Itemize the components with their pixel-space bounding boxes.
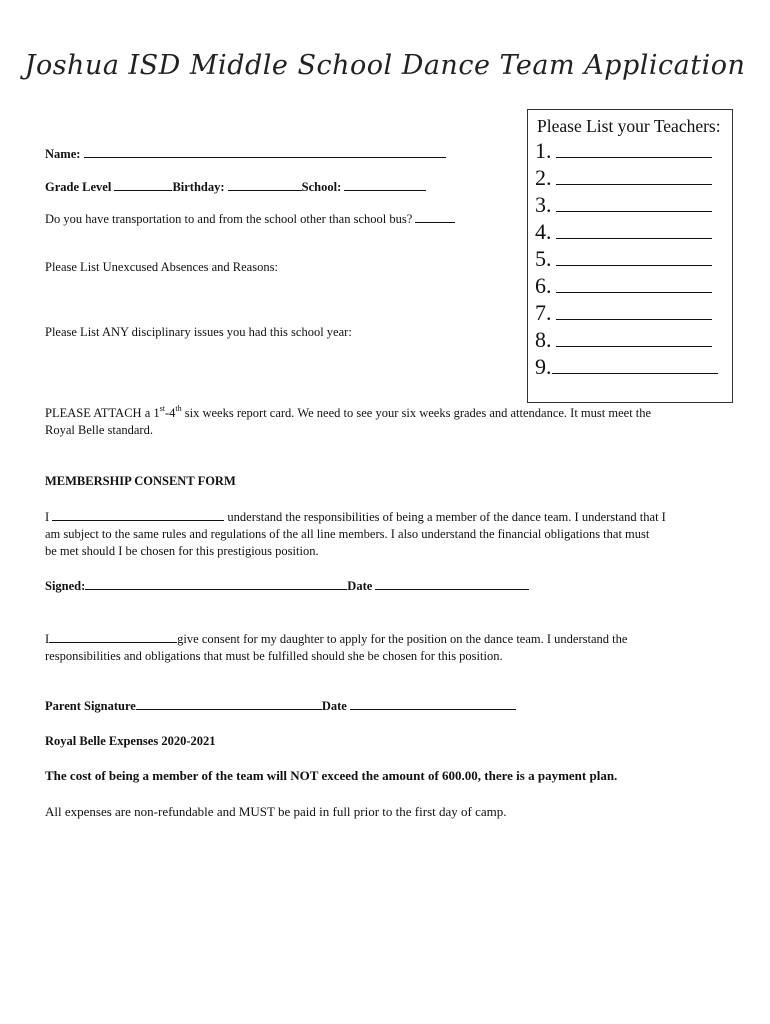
attach-dash: -4 [164, 406, 176, 420]
teacher-number: 2. [535, 165, 552, 190]
member-date-field[interactable] [375, 577, 529, 590]
teacher-row-8 [535, 327, 712, 353]
signed-row [45, 577, 529, 594]
teacher-number: 3. [535, 192, 552, 217]
transport-row [45, 210, 455, 227]
transport-field[interactable] [415, 210, 455, 223]
parent-date-field[interactable] [350, 697, 516, 710]
attach-sup-st: st [159, 404, 165, 413]
refund-note: All expenses are non-refundable and MUST be paid in full prior to the first day of camp. [45, 804, 507, 819]
teachers-header: Please List your Teachers: [537, 116, 721, 136]
teacher-field-1[interactable] [556, 139, 712, 158]
teacher-field-4[interactable] [556, 220, 712, 239]
transport-question: Do you have transportation to and from the school other than school bus? [45, 212, 413, 226]
consent-line-3: be met should I be chosen for this prestigious position. [45, 544, 319, 558]
teacher-row-5 [535, 246, 712, 272]
parent-signature-label: Parent Signature [45, 699, 136, 713]
expenses-heading: Royal Belle Expenses 2020-2021 [45, 734, 216, 748]
parent-line-1: give consent for my daughter to apply for the position on the dance team. I understand the [177, 632, 628, 646]
teacher-number: 6. [535, 273, 552, 298]
school-field[interactable] [344, 178, 426, 191]
attach-sup-th: th [175, 404, 182, 413]
attach-suffix: six weeks report card. We need to see your six weeks grades and attendance. It must meet the [181, 406, 652, 420]
consent-line-1: understand the responsibilities of being a member of the dance team. I understand that I [227, 510, 666, 524]
parent-name-field[interactable] [49, 630, 177, 643]
teacher-field-2[interactable] [556, 166, 712, 185]
consent-heading: MEMBERSHIP CONSENT FORM [45, 474, 236, 488]
teacher-row-1 [535, 138, 712, 164]
teacher-field-7[interactable] [556, 301, 712, 320]
school-label: School: [301, 180, 342, 194]
teacher-number: 7. [535, 300, 552, 325]
name-field[interactable] [84, 145, 446, 158]
teacher-row-4 [535, 219, 712, 245]
consent-i: I [45, 510, 50, 524]
member-signature-field[interactable] [85, 577, 347, 590]
teacher-row-9 [535, 354, 718, 380]
teacher-number: 1. [535, 138, 552, 163]
teacher-number: 8. [535, 327, 552, 352]
attach-line-2: Royal Belle standard. [45, 423, 153, 437]
parent-signature-field[interactable] [136, 697, 322, 710]
consent-line-2: am subject to the same rules and regulations of the all line members. I also understand the financial obligations that must [45, 527, 650, 541]
parent-signature-row [45, 697, 516, 714]
member-name-field[interactable] [52, 508, 224, 521]
teacher-field-6[interactable] [556, 274, 712, 293]
birthday-label: Birthday: [172, 180, 225, 194]
teacher-field-8[interactable] [556, 328, 712, 347]
page-title: Joshua ISD Middle School Dance Team Application [24, 50, 746, 81]
name-row [45, 145, 446, 162]
grade-birthday-school-row [45, 178, 426, 195]
birthday-field[interactable] [228, 178, 302, 191]
absences-label: Please List Unexcused Absences and Reasons: [45, 260, 278, 274]
teacher-row-3 [535, 192, 712, 218]
teacher-number: 5. [535, 246, 552, 271]
parent-paragraph [45, 630, 735, 665]
teacher-number: 4. [535, 219, 552, 244]
parent-date-label: Date [321, 699, 347, 713]
grade-label: Grade Level [45, 180, 112, 194]
teachers-box [527, 109, 733, 403]
signed-label: Signed: [45, 579, 86, 593]
teacher-row-2 [535, 165, 712, 191]
attach-notice [45, 405, 735, 439]
cost-statement: The cost of being a member of the team will NOT exceed the amount of 600.00, there is a payment plan. [45, 768, 618, 783]
teacher-row-7 [535, 300, 712, 326]
teacher-number: 9. [535, 354, 552, 379]
teacher-field-5[interactable] [556, 247, 712, 266]
teacher-row-6 [535, 273, 712, 299]
teacher-field-3[interactable] [556, 193, 712, 212]
disciplinary-label: Please List ANY disciplinary issues you had this school year: [45, 325, 352, 339]
parent-i: I [45, 632, 50, 646]
signed-date-label: Date [347, 579, 373, 593]
teacher-field-9[interactable] [552, 355, 718, 374]
grade-field[interactable] [114, 178, 172, 191]
attach-prefix: PLEASE ATTACH a 1 [45, 406, 160, 420]
consent-paragraph [45, 508, 735, 560]
parent-line-2: responsibilities and obligations that must be fulfilled should she be chosen for this position. [45, 649, 503, 663]
name-label: Name: [45, 147, 81, 161]
